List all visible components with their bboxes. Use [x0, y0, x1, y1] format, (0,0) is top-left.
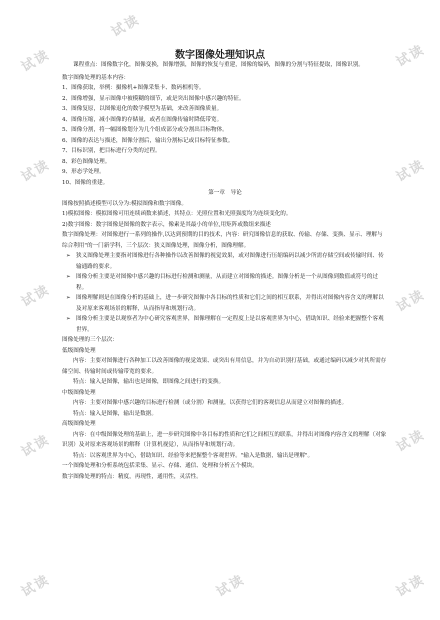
high-level-feature: 特点：以客观世界为中心，借助知识、经验等来把握整个客观世界。"输入是数据，输出是理解"。: [73, 452, 314, 459]
model-intro-paragraph: 图像按照描述模型可以分为:模拟图像和数字图像。: [62, 200, 187, 207]
bullet-list: [62, 251, 388, 335]
definition-paragraph: 数字图像处理：对图像进行一系列的操作,以达到预期的目的技术，内容：研究图像信息的获取、传输、存储、变换、显示、理解与综合利用"的一门新学科，三个层次：狭义图像处理，图像分析，图像理解。: [62, 232, 383, 249]
bullet-item: ➢ 图像分析主要是以观察者为中心研究客观世界，图像理解在一定程度上是以客观世界为中心，借助知识、经验来把握整个客观世界。: [62, 314, 388, 335]
watermark: 试读: [19, 282, 53, 311]
watermark: 试读: [394, 157, 428, 186]
watermark: 试读: [214, 572, 248, 601]
bullet-item: ➢ 图像分析主要是对图像中感兴趣的目标进行检测和测量，从而建立对图像的描述。图像分析是一个从图像到数值或符号的过程。: [62, 272, 388, 293]
list-item: 8、彩色图像处理。: [62, 158, 111, 165]
course-focus-paragraph: 课程重点：图像数字化，图像变换，图像增强，图像的恢复与重建，图像的编码，图像的分割与特征提取，图像识别。: [73, 62, 364, 68]
document-body: [62, 60, 388, 482]
list-item: 5、图像分割，将一幅图像划分为几个组成部分或分割出目标物体。: [62, 127, 228, 133]
list-item: 2、图像增强，显示图像中被模糊的细节，或是突出图像中感兴趣的特征。: [62, 95, 245, 102]
high-level-content: 内容：在中级图像处理的基础上，进一步研究图像中各目标的性质和它们之间相互的联系，并得出对图像内容含义的理解（对象识别）及对原来客观场景的解释（计算机视觉），从而指导和规划行动。: [62, 431, 387, 448]
list-item: 9、形态学处理。: [62, 169, 105, 175]
list-item: 7、目标识别，把目标进行分类的过程。: [62, 148, 161, 154]
list-item: 3、图像复原，以图像退化的数学模型为基础，来改善图像质量。: [62, 106, 223, 112]
bullet-item: ➢ 狭义图像处理主要指对图像进行各种操作以改善图像的视觉效果，或对图像进行压缩编码以减少所需存储空间或传输时间、传输通路的要求。: [62, 251, 388, 272]
system-paragraph: 一个图像处理和分析系统包括采集、显示、存储、通信、处理和分析五个模块。: [62, 463, 258, 469]
document-title: 数字图像处理知识点: [175, 50, 265, 61]
list-item: 10、图像的重建。: [62, 179, 109, 186]
list-item: 6、图像的表达与描述，图像分割后，输出分割标记或目标特征参数。: [62, 137, 234, 144]
watermark: 试读: [19, 47, 53, 76]
low-level-heading: 低级图像处理: [62, 347, 96, 354]
watermark: 试读: [394, 42, 428, 71]
low-level-feature: 特点：输入是图像，输出也是图像，即图像之间进行的变换。: [73, 379, 225, 385]
mid-level-heading: 中级图像处理: [62, 389, 96, 396]
low-level-content: 内容：主要对图像进行各种加工以改善图像的视觉效果、或突出有用信息，并为自动识别打基础，或通过编码以减少对其所需存储空间、传输时间或传输带宽的要求。: [62, 358, 387, 375]
watermark: 试读: [394, 572, 428, 601]
basic-content-heading: 数字图像处理的基本内容：: [62, 74, 130, 81]
watermark: 试读: [19, 572, 53, 601]
mid-level-content: 内容：主要对图像中感兴趣的目标进行检测（或分割）和测量，以获得它们的客观信息从而建立对图像的描述。: [73, 400, 348, 406]
advantages-paragraph: 数字图像处理的特点：精度，再现性，通用性，灵活性。: [62, 473, 202, 480]
watermark: 试读: [19, 157, 53, 186]
watermark: 试读: [109, 12, 143, 41]
mid-level-feature: 特点：输入是图像，输出是数据。: [73, 410, 157, 417]
watermark: 试读: [394, 287, 428, 316]
bullet-item: ➢ 图像理解则是在图像分析的基础上，进一步研究图像中各目标的性质和它们之间的相互联系，并得出对图像内容含义的理解以及对原来客观场景的解释，从而指导和规划行动。: [62, 293, 388, 314]
watermark: 试读: [19, 432, 53, 461]
list-item: 4、图像压缩，减小图像的存储量，或者在图像传输时降低带宽。: [62, 116, 223, 123]
analog-image-paragraph: 1)模拟图像：模拟图像可用连续函数来描述，其特点：光照位置和光照强度均为连续变化的。: [62, 211, 292, 217]
watermark: 试读: [394, 427, 428, 456]
high-level-heading: 高级图像处理: [62, 421, 96, 427]
digital-image-paragraph: 2)数字图像：数字图像是图像的数字表示，像素是其最小的单位,用矩阵或数组来描述: [62, 221, 271, 228]
basic-content-list: [62, 83, 388, 188]
chapter-heading: 第一章 导论: [208, 190, 242, 196]
three-levels-heading: 图像处理的三个层次：: [62, 337, 118, 343]
list-item: 1、图像获取，举例：摄像机+图像采集卡、数码相机等。: [62, 85, 205, 91]
